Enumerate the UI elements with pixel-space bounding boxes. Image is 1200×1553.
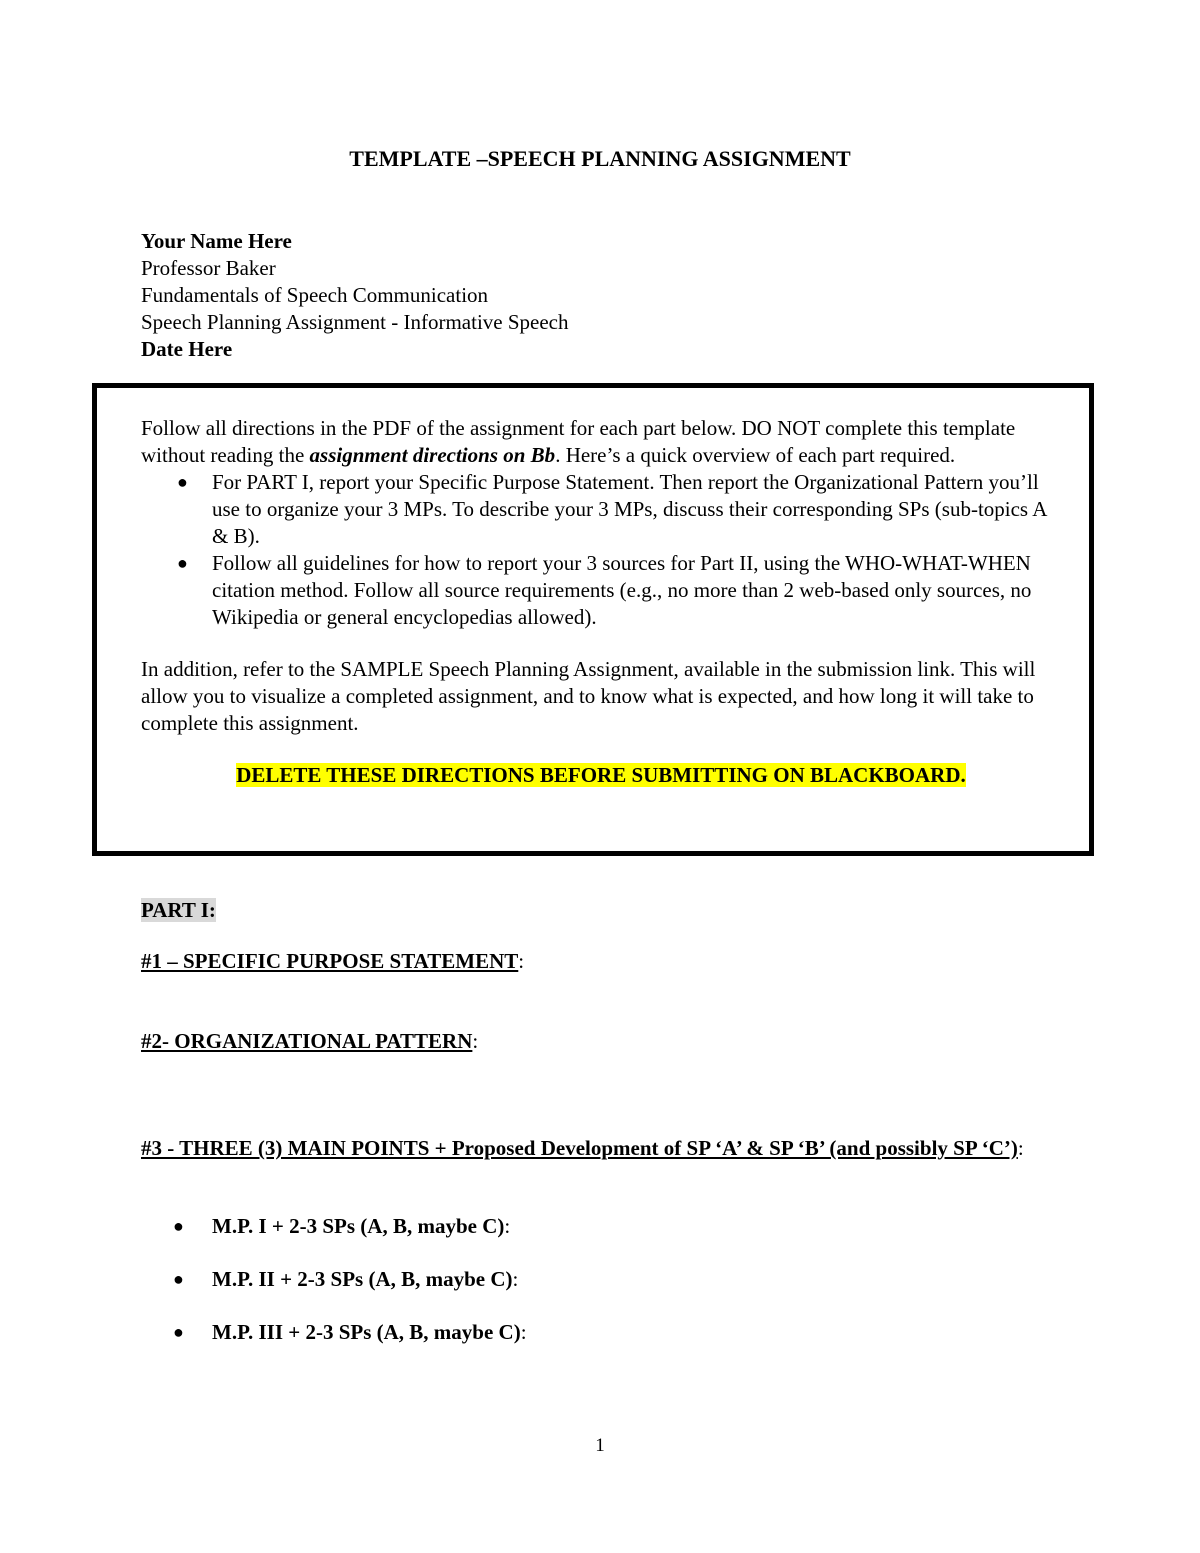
warning-line (141, 762, 1061, 789)
bullet-icon: ● (173, 1269, 184, 1289)
list-item: ● For PART I, report your Specific Purpose Statement. Then report the Organizational Pattern you’ll use to organize your 3 MPs. To describe your 3 MPs, discuss their corresponding SPs (sub-topics A & B). (177, 470, 1047, 548)
document-title: TEMPLATE –SPEECH PLANNING ASSIGNMENT (349, 146, 851, 171)
directions-addition: In addition, refer to the SAMPLE Speech Planning Assignment, available in the submission link. This will allow you to visualize a completed assignment, and to know what is expected, and how long it will take to complete this assignment. (141, 657, 1036, 735)
main-point-item: ● M.P. II + 2-3 SPs (A, B, maybe C): (173, 1267, 519, 1291)
bullet-icon: ● (173, 1216, 184, 1236)
part-heading: PART I: (141, 898, 216, 922)
delete-directions-warning: DELETE THESE DIRECTIONS BEFORE SUBMITTING ON BLACKBOARD. (236, 763, 966, 787)
bullet-icon: ● (177, 472, 188, 492)
page-number: 1 (595, 1435, 605, 1456)
assignment-name: Speech Planning Assignment - Informative Speech (141, 310, 569, 334)
list-item: ● Follow all guidelines for how to report your 3 sources for Part II, using the WHO-WHAT-WHEN citation method. Follow all source requirements (e.g., no more than 2 web-based only sources, no Wikipedia or general encyclopedias allowed). (177, 551, 1032, 629)
assignment-directions-emphasis: assignment directions on Bb (309, 443, 556, 467)
main-point-item: ● M.P. III + 2-3 SPs (A, B, maybe C): (173, 1320, 527, 1344)
bullet-icon: ● (177, 553, 188, 573)
header-block (141, 228, 569, 363)
organizational-pattern-heading: #2- ORGANIZATIONAL PATTERN: (141, 1029, 479, 1053)
main-point-item: ● M.P. I + 2-3 SPs (A, B, maybe C): (173, 1214, 511, 1238)
course-name: Fundamentals of Speech Communication (141, 283, 489, 307)
bullet-icon: ● (173, 1322, 184, 1342)
student-name: Your Name Here (141, 229, 292, 253)
professor-name: Professor Baker (141, 256, 276, 280)
directions-list (141, 469, 1061, 631)
directions-intro: Follow all directions in the PDF of the assignment for each part below. DO NOT complete this template without reading the assignment directions on Bb. Here’s a quick overview of each part required. (141, 416, 1016, 467)
main-points-heading: #3 - THREE (3) MAIN POINTS + Proposed Development of SP ‘A’ & SP ‘B’ (and possibly SP ‘C’): (141, 1136, 1024, 1160)
specific-purpose-heading: #1 – SPECIFIC PURPOSE STATEMENT: (141, 949, 525, 973)
date-line: Date Here (141, 337, 233, 361)
directions-content (141, 415, 1061, 789)
directions-box (92, 383, 1094, 856)
